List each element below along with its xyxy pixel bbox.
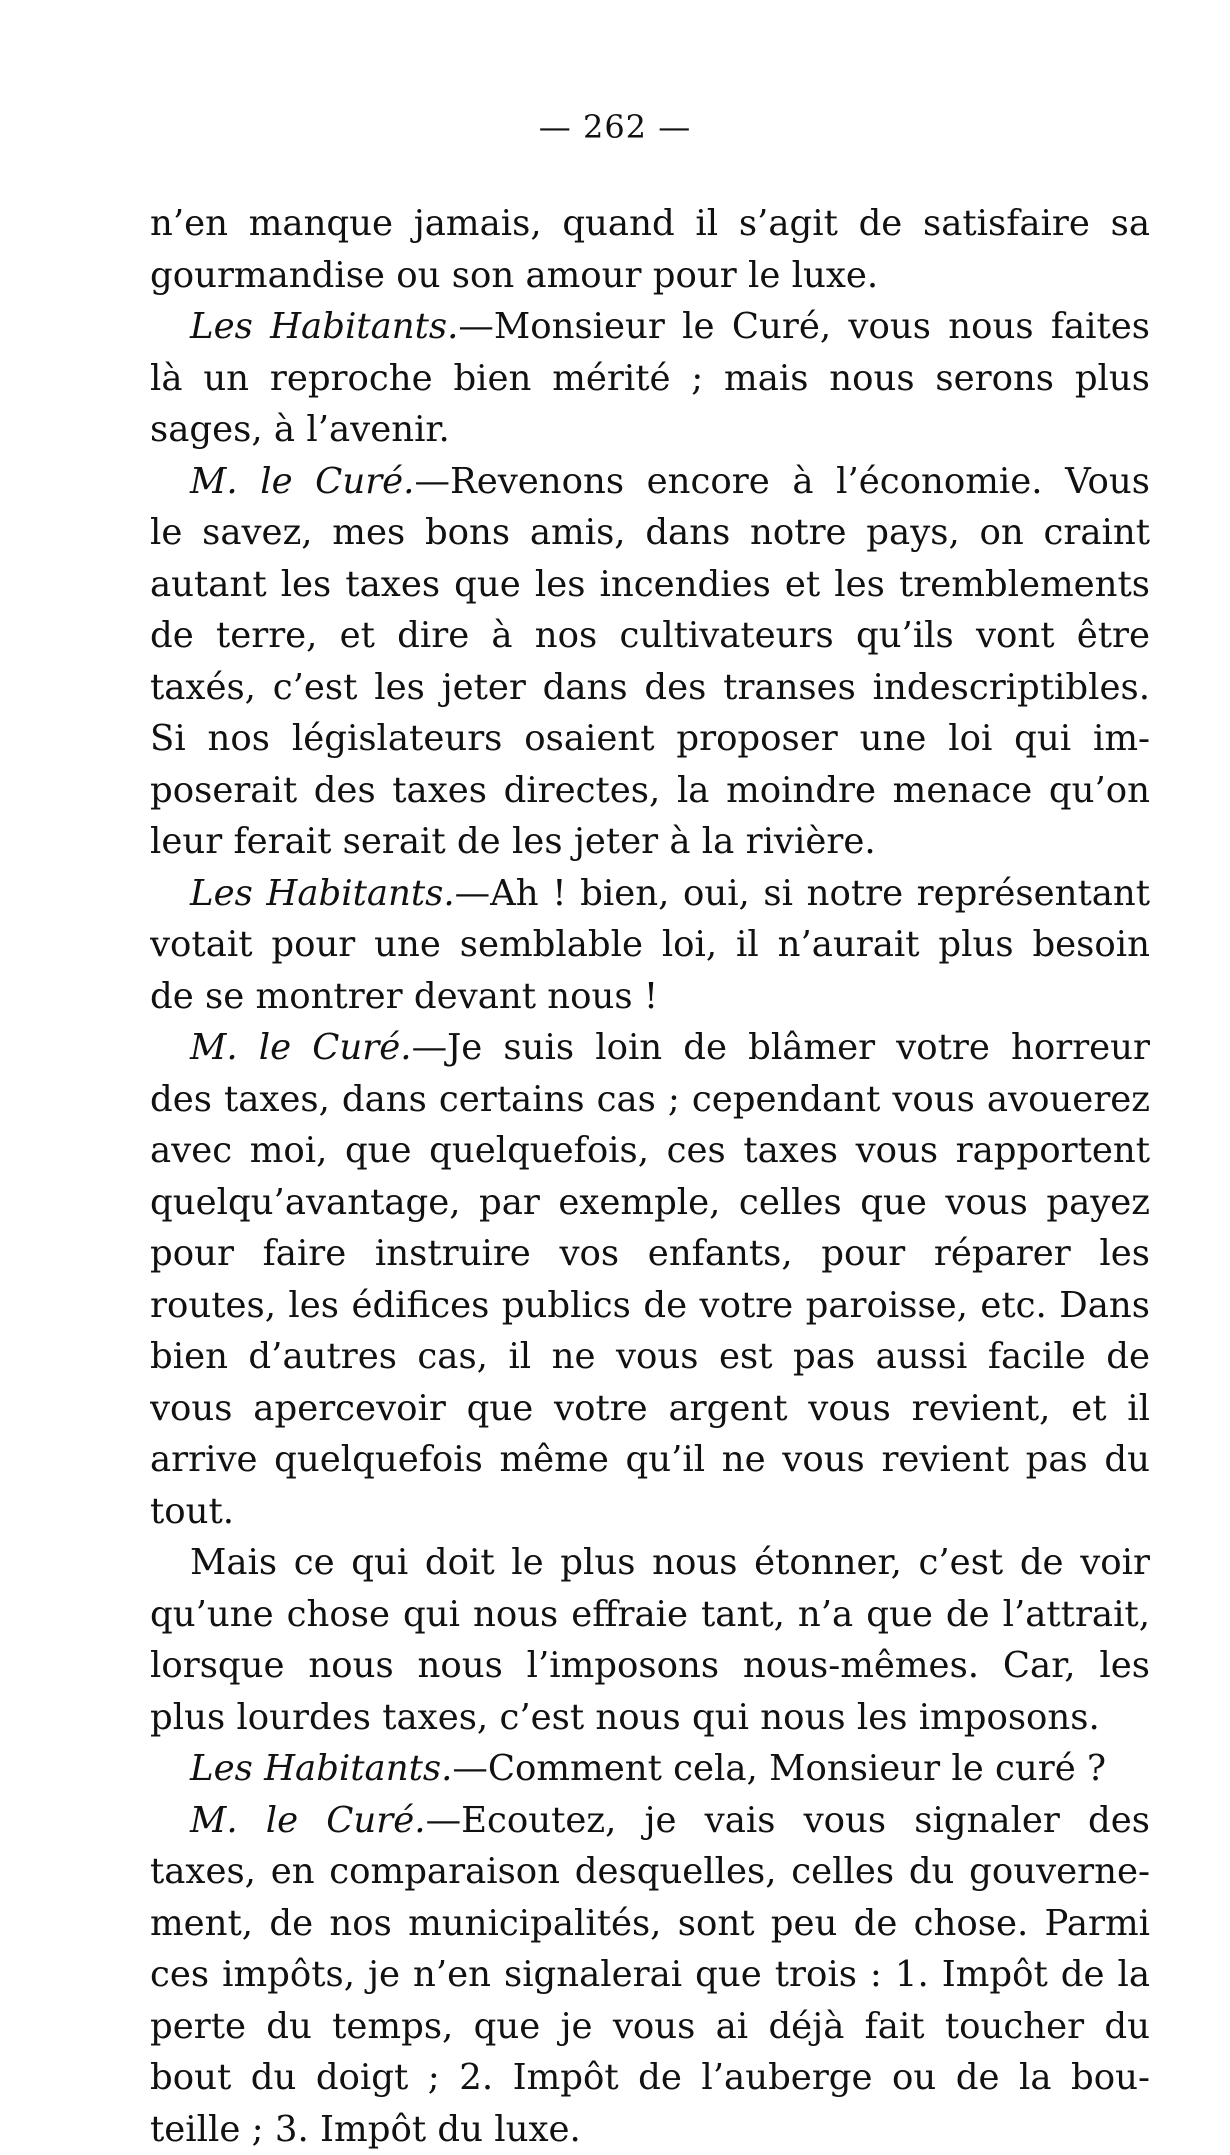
text-line [150, 1228, 1150, 1280]
text-line [150, 507, 1150, 559]
text-line [150, 456, 1150, 508]
text-line [150, 1177, 1150, 1229]
line-text: avec moi, que quelquefois, ces taxes vous rapportent [150, 1130, 1150, 1171]
line-text: Si nos législateurs osaient proposer une loi qui im- [150, 718, 1150, 759]
line-text: poserait des taxes directes, la moindre menace qu’on [150, 770, 1150, 811]
speaker-name: Les Habitants. [190, 873, 455, 914]
page-text [150, 198, 1150, 2155]
text-line [150, 404, 1150, 456]
line-text: lorsque nous nous l’imposons nous-mêmes. Car, les [150, 1645, 1150, 1686]
line-text: tout. [150, 1491, 234, 1532]
line-text: taxés, c’est les jeter dans des transes indescriptibles. [150, 667, 1150, 708]
speaker-name: M. le Curé. [190, 1027, 412, 1068]
text-line [150, 713, 1150, 765]
line-text: votait pour une semblable loi, il n’aurait plus besoin [150, 924, 1150, 965]
line-text: taxes, en comparaison desquelles, celles du gouverne- [150, 1851, 1150, 1892]
text-line [150, 919, 1150, 971]
line-text: vous apercevoir que votre argent vous revient, et il [150, 1388, 1150, 1429]
text-line [150, 868, 1150, 920]
text-line [150, 2052, 1150, 2104]
text-line [150, 1383, 1150, 1435]
text-line [150, 1331, 1150, 1383]
line-text: là un reproche bien mérité ; mais nous serons plus [150, 358, 1150, 399]
line-text: arrive quelquefois même qu’il ne vous revient pas du [150, 1439, 1150, 1480]
line-text: ment, de nos municipalités, sont peu de chose. Parmi [150, 1903, 1150, 1944]
line-text: gourmandise ou son amour pour le luxe. [150, 255, 878, 296]
text-line [150, 353, 1150, 405]
line-text: routes, les édifices publics de votre paroisse, etc. Dans [150, 1285, 1150, 1326]
text-line [150, 1280, 1150, 1332]
text-line [150, 1022, 1150, 1074]
text-line [150, 610, 1150, 662]
line-text: bout du doigt ; 2. Impôt de l’auberge ou de la bou- [150, 2057, 1150, 2098]
line-text: de terre, et dire à nos cultivateurs qu’ils vont être [150, 615, 1150, 656]
line-text: —Revenons encore à l’économie. Vous [414, 461, 1150, 502]
text-line [150, 765, 1150, 817]
text-line [150, 1743, 1150, 1795]
text-line [150, 1486, 1150, 1538]
line-text: qu’une chose qui nous effraie tant, n’a que de l’attrait, [150, 1594, 1150, 1635]
text-line [150, 1537, 1150, 1589]
text-line [150, 1949, 1150, 2001]
speaker-name: M. le Curé. [190, 461, 414, 502]
line-text: ces impôts, je n’en signalerai que trois : 1. Impôt de la [150, 1954, 1150, 1995]
text-line [150, 559, 1150, 611]
text-line [150, 1125, 1150, 1177]
speaker-name: Les Habitants. [190, 1748, 452, 1789]
line-text: de se montrer devant nous ! [150, 976, 658, 1017]
text-line [150, 1640, 1150, 1692]
line-text: le savez, mes bons amis, dans notre pays, on craint [150, 512, 1150, 553]
line-text: plus lourdes taxes, c’est nous qui nous les imposons. [150, 1697, 1100, 1738]
text-line [150, 1434, 1150, 1486]
line-text: —Je suis loin de blâmer votre horreur [412, 1027, 1150, 1068]
line-text: —Monsieur le Curé, vous nous faites [458, 306, 1150, 347]
line-text: quelqu’avantage, par exemple, celles que vous payez [150, 1182, 1150, 1223]
line-text: sages, à l’avenir. [150, 409, 450, 450]
text-line [150, 1074, 1150, 1126]
text-line [150, 662, 1150, 714]
text-line [150, 2104, 1150, 2155]
line-text: Mais ce qui doit le plus nous étonner, c’est de voir [190, 1542, 1150, 1583]
text-line [150, 971, 1150, 1023]
text-line [150, 1846, 1150, 1898]
line-text: —Ecoutez, je vais vous signaler des [426, 1800, 1150, 1841]
text-line [150, 1692, 1150, 1744]
line-text: n’en manque jamais, quand il s’agit de satisfaire sa [150, 203, 1150, 244]
text-line [150, 1898, 1150, 1950]
line-text: —Ah ! bien, oui, si notre représentant [455, 873, 1150, 914]
line-text: teille ; 3. Impôt du luxe. [150, 2109, 581, 2150]
line-text: des taxes, dans certains cas ; cependant vous avouerez [150, 1079, 1150, 1120]
line-text: perte du temps, que je vous ai déjà fait toucher du [150, 2006, 1150, 2047]
speaker-name: Les Habitants. [190, 306, 458, 347]
text-line [150, 250, 1150, 302]
text-line [150, 301, 1150, 353]
page-number: — 262 — [0, 108, 1230, 146]
text-line [150, 1795, 1150, 1847]
speaker-name: M. le Curé. [190, 1800, 426, 1841]
text-line [150, 816, 1150, 868]
line-text: —Comment cela, Monsieur le curé ? [452, 1748, 1106, 1789]
text-line [150, 198, 1150, 250]
text-line [150, 2001, 1150, 2053]
text-line [150, 1589, 1150, 1641]
line-text: autant les taxes que les incendies et les tremblements [150, 564, 1150, 605]
line-text: pour faire instruire vos enfants, pour réparer les [150, 1233, 1150, 1274]
line-text: leur ferait serait de les jeter à la rivière. [150, 821, 876, 862]
line-text: bien d’autres cas, il ne vous est pas aussi facile de [150, 1336, 1150, 1377]
